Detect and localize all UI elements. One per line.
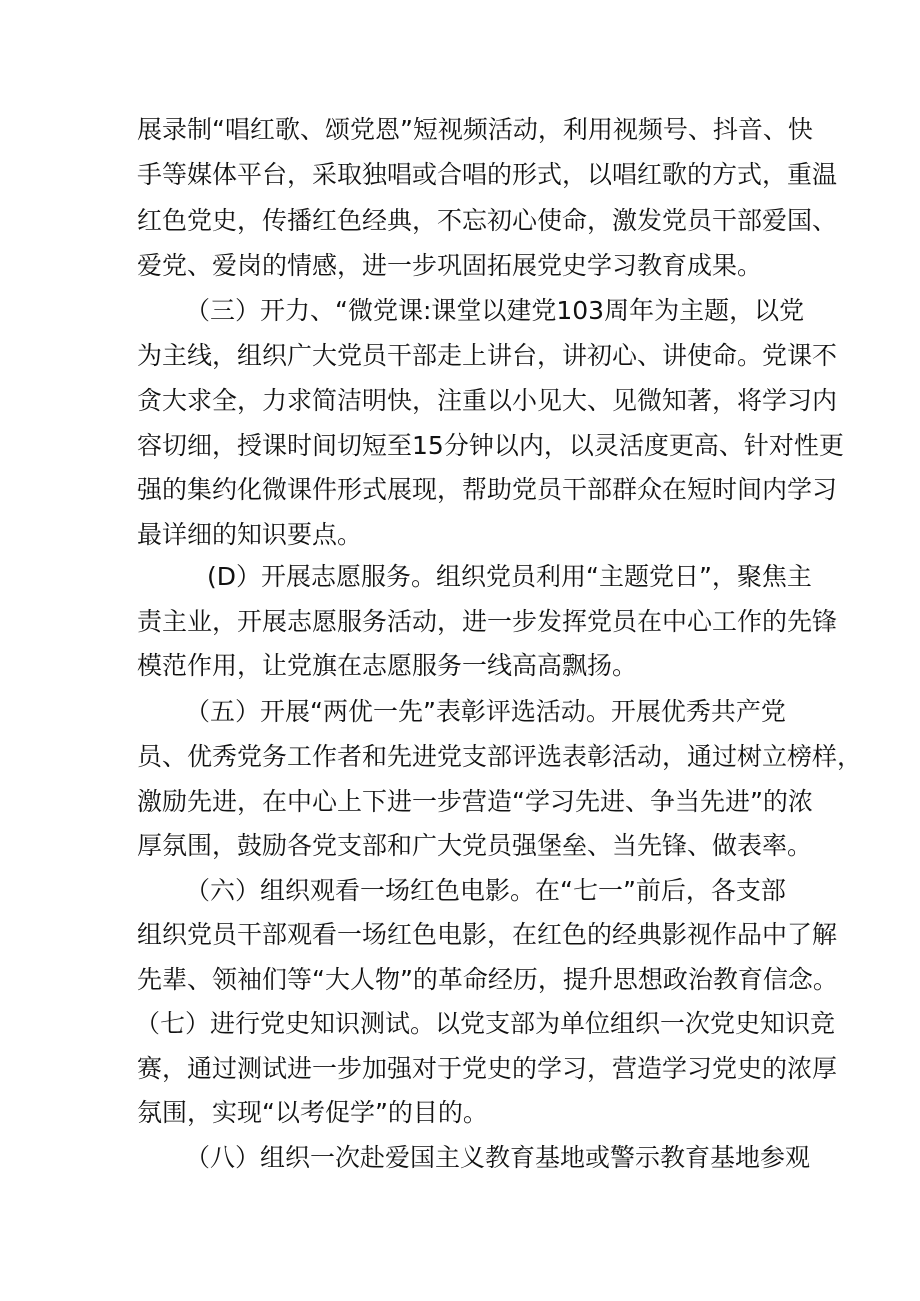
text-line: 激励先进，在中心上下进一步营造“学习先进、争当先进”的浓 (137, 787, 813, 816)
text-line: （五）开展“两优一先”表彰评选活动。开展优秀共产党 (185, 697, 786, 726)
text-line: 容切细，授课时间切短至15分钟以内，以灵活度更高、针对性更 (137, 431, 844, 460)
text-line: （六）组织观看一场红色电影。在“七一”前后，各支部 (185, 876, 786, 905)
text-line: （七）进行党史知识测试。以党支部为单位组织一次党史知识竞 (135, 1009, 836, 1038)
text-line: （八）组织一次赴爱国主义教育基地或警示教育基地参观 (185, 1143, 811, 1172)
text-line: 氛围，实现“以考促学”的目的。 (137, 1098, 488, 1127)
text-line: 贪大求全，力求简洁明快，注重以小见大、见微知著，将学习内 (137, 386, 838, 415)
text-line: 手等媒体平台，采取独唱或合唱的形式，以唱红歌的方式，重温 (137, 160, 838, 189)
text-line: 责主业，开展志愿服务活动，进一步发挥党员在中心工作的先锋 (137, 607, 838, 636)
text-line: (D）开展志愿服务。组织党员利用“主题党日”，聚焦主 (207, 562, 812, 591)
text-line: 为主线，组织广大党员干部走上讲台，讲初心、讲使命。党课不 (137, 341, 838, 370)
text-line: 最详细的知识要点。 (137, 520, 363, 549)
text-line: 红色党史，传播红色经典，不忘初心使命，激发党员干部爱国、 (137, 206, 838, 235)
text-line: 强的集约化微课件形式展现，帮助党员干部群众在短时间内学习 (137, 475, 838, 504)
text-line: 组织党员干部观看一场红色电影，在红色的经典影视作品中了解 (137, 920, 838, 949)
text-line: 爱党、爱岗的情感，进一步巩固拓展党史学习教育成果。 (137, 251, 763, 280)
text-line: 厚氛围，鼓励各党支部和广大党员强堡垒、当先锋、做表率。 (137, 831, 813, 860)
text-line: 员、优秀党务工作者和先进党支部评选表彰活动，通过树立榜样， (137, 742, 863, 771)
text-line: 赛，通过测试进一步加强对于党史的学习，营造学习党史的浓厚 (137, 1054, 838, 1083)
text-line: （三）开力、“微党课:课堂以建党103周年为主题，以党 (185, 296, 805, 325)
text-line: 展录制“唱红歌、颂党恩”短视频活动，利用视频号、抖音、快 (137, 115, 813, 144)
text-line: 模范作用，让党旗在志愿服务一线高高飘扬。 (137, 651, 638, 680)
text-line: 先辈、领袖们等“大人物”的革命经历，提升思想政治教育信念。 (137, 965, 838, 994)
